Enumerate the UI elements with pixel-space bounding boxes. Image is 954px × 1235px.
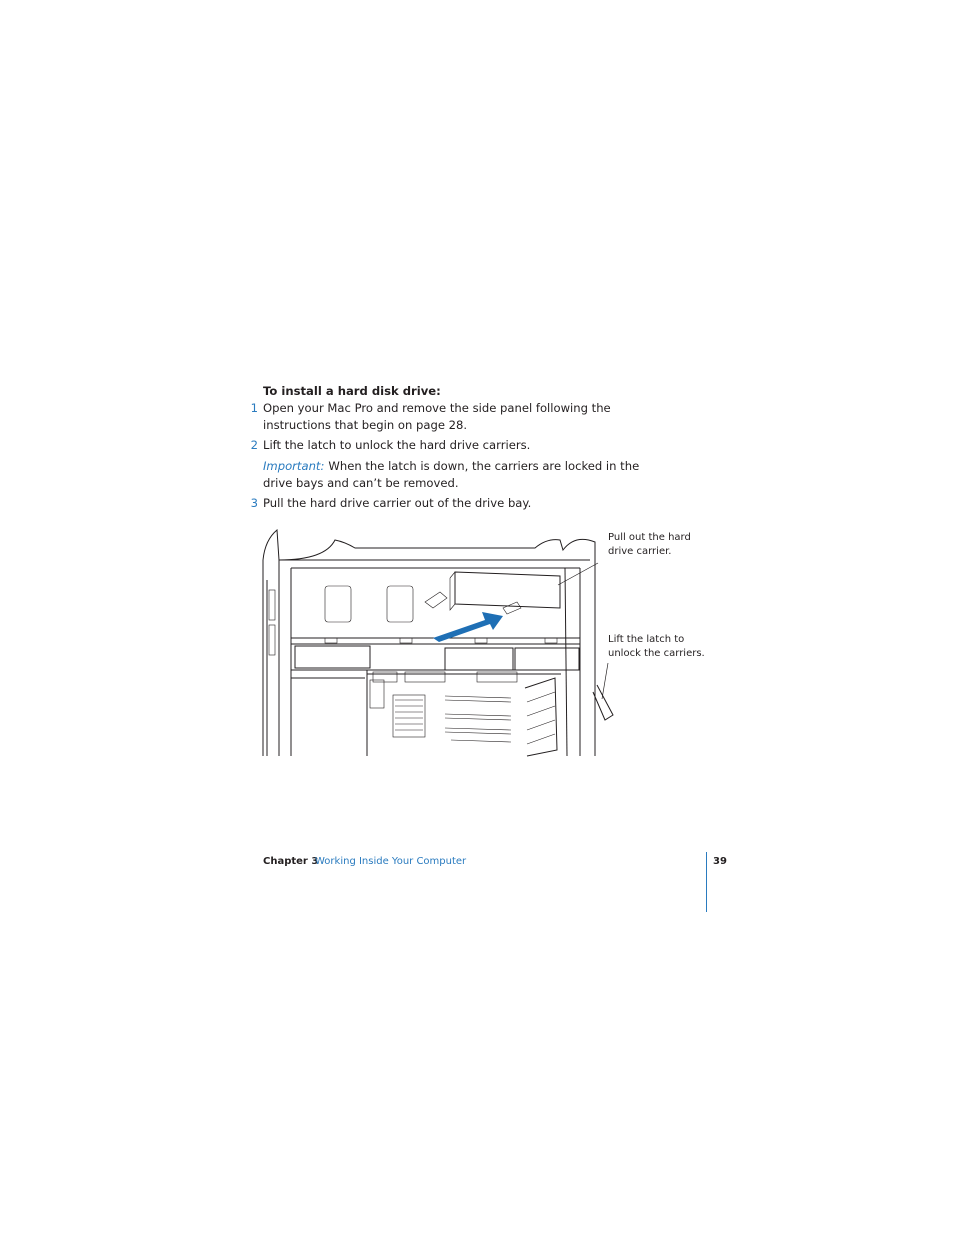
section-heading: To install a hard disk drive:: [263, 384, 441, 398]
footer-divider: [706, 852, 707, 912]
page-number: 39: [713, 856, 727, 867]
footer-chapter-title: Working Inside Your Computer: [315, 856, 467, 867]
step-text: Open your Mac Pro and remove the side panel following the instructions that begin on page 28.: [263, 401, 611, 432]
important-label: Important:: [263, 459, 325, 473]
callout-lift-latch: Lift the latch to unlock the carriers.: [608, 634, 705, 659]
important-note: [263, 458, 663, 492]
callout-leader-lines: [540, 555, 610, 725]
step-text: Lift the latch to unlock the hard drive carriers.: [263, 438, 531, 452]
footer-chapter: Chapter 3: [263, 856, 319, 867]
step-text: Pull the hard drive carrier out of the drive bay.: [263, 496, 532, 510]
step-number: 3: [250, 496, 258, 510]
important-text: When the latch is down, the carriers are locked in the drive bays and can’t be removed.: [263, 459, 640, 490]
step-number: 2: [250, 438, 258, 452]
callout-pull-carrier: Pull out the hard drive carrier.: [608, 532, 691, 557]
step-number: 1: [250, 401, 258, 415]
